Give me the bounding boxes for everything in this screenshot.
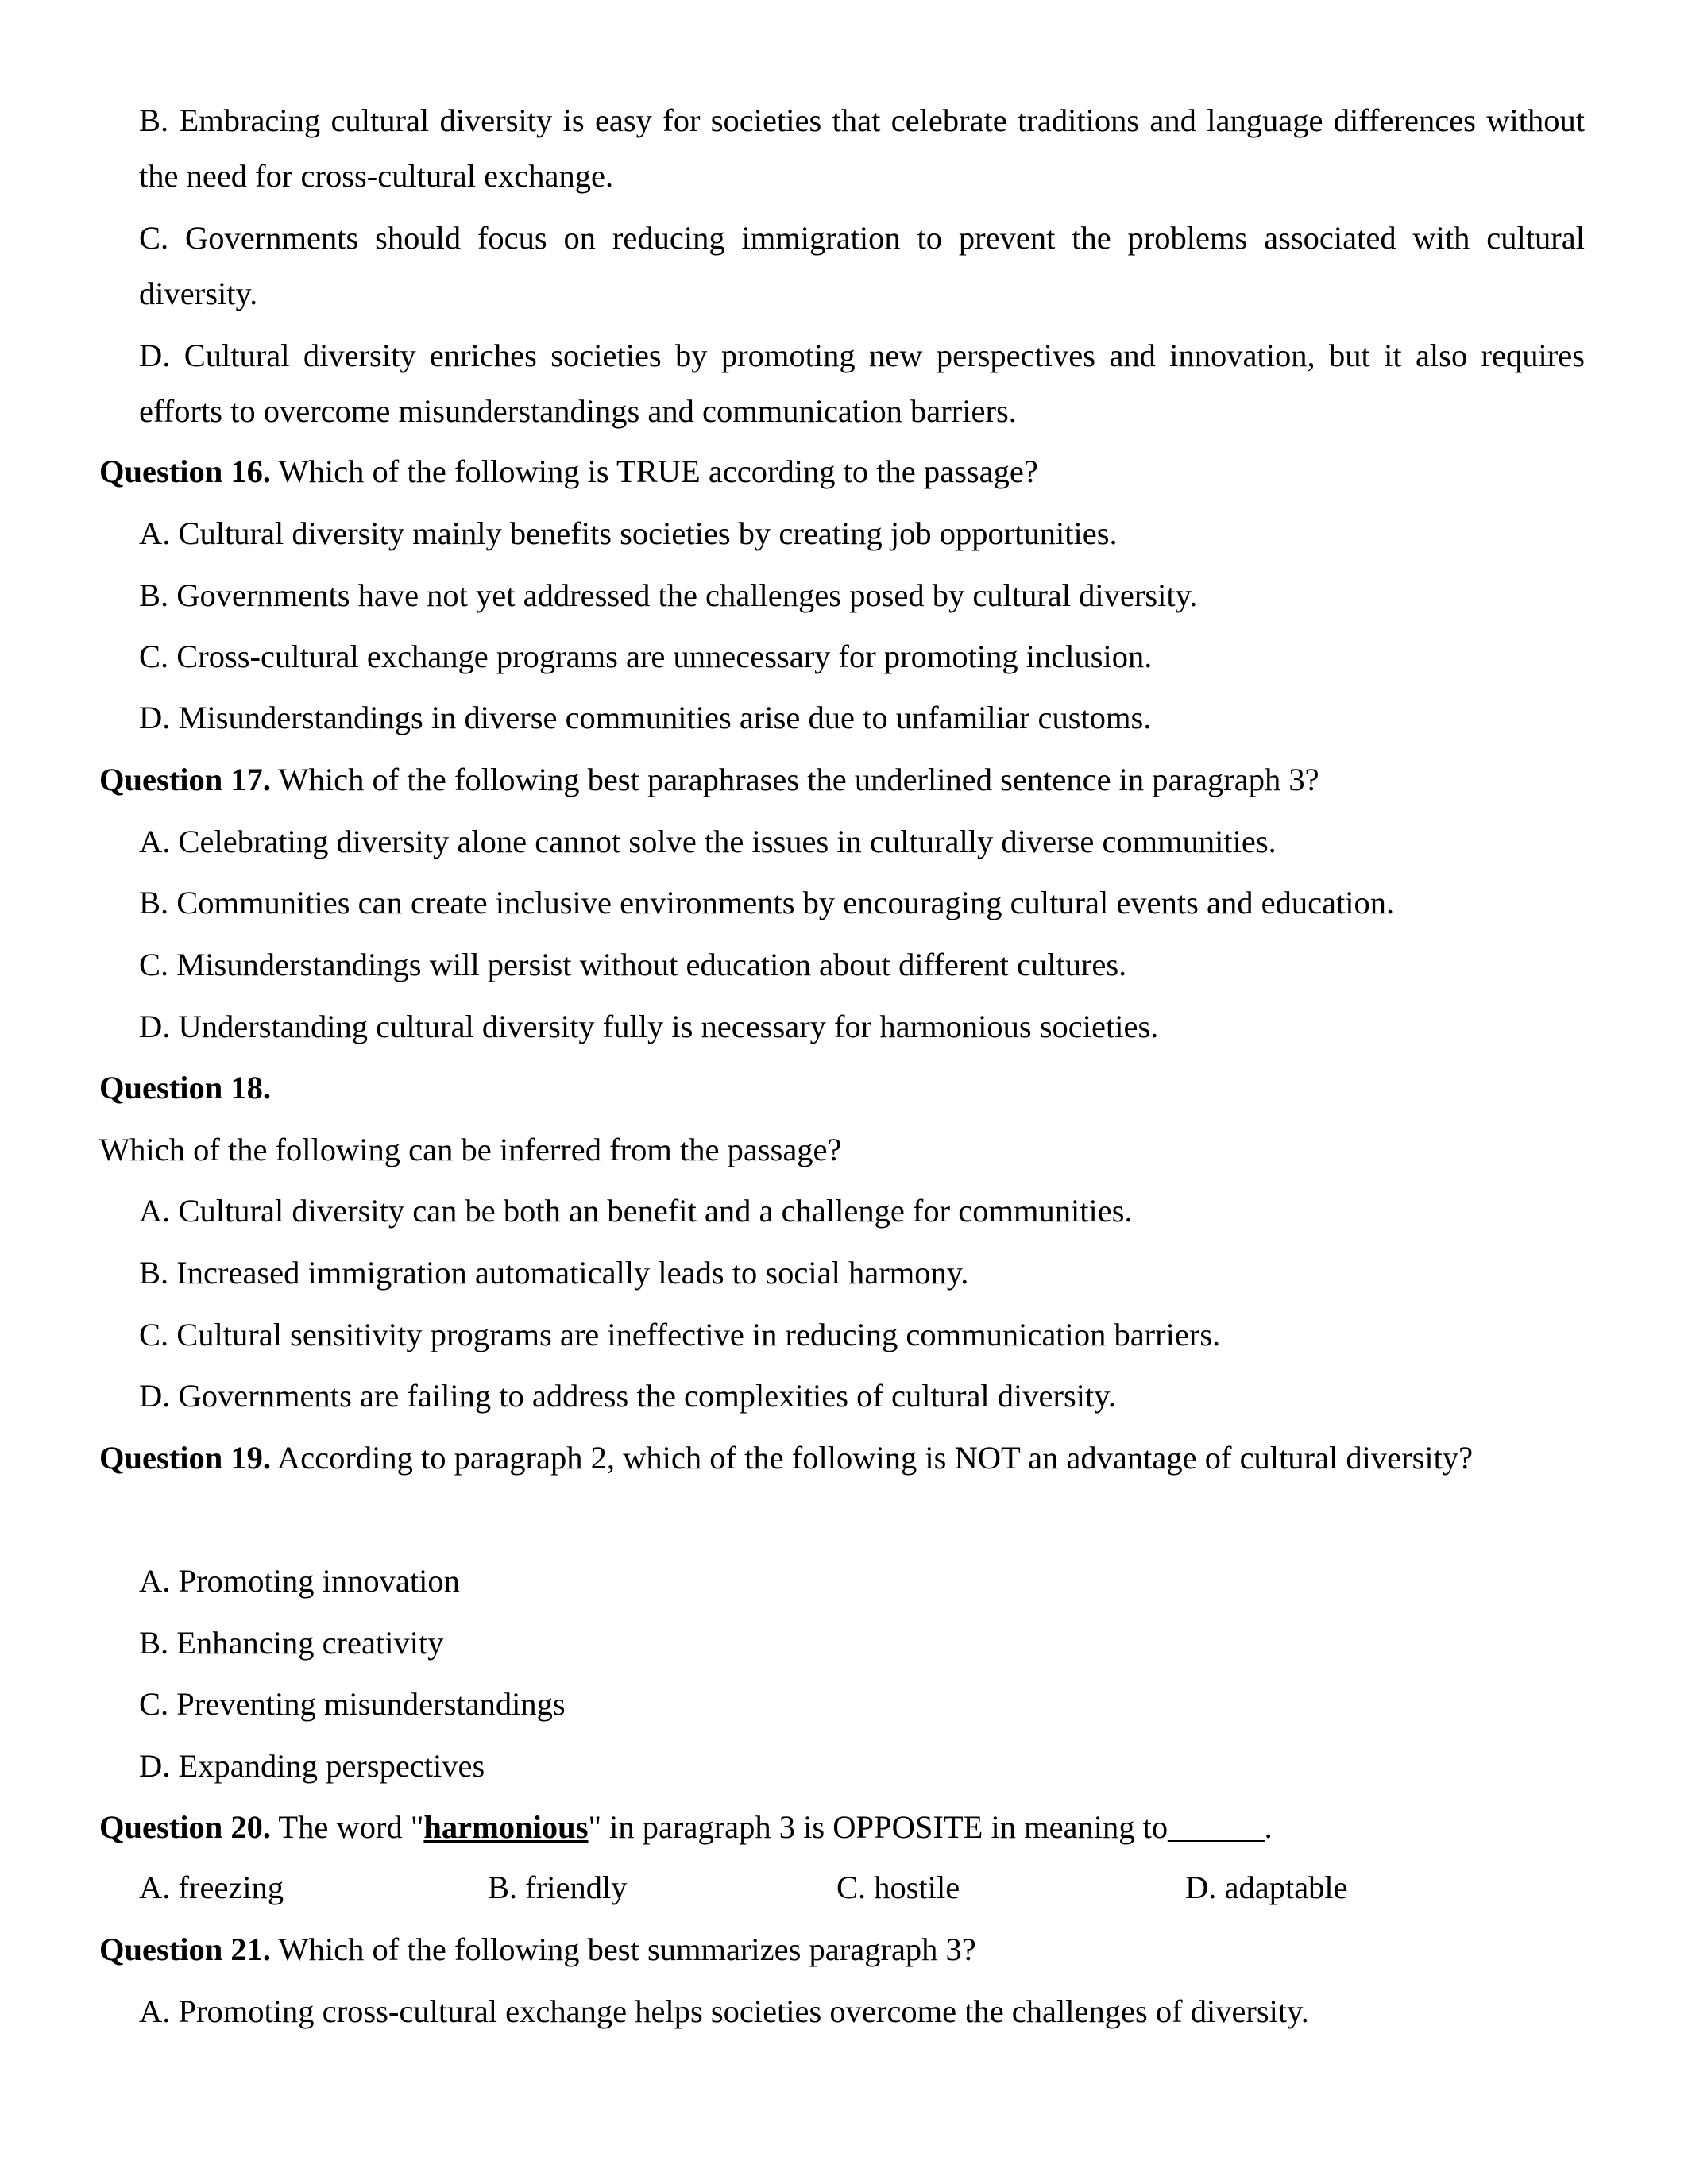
question-20: Question 20. The word "harmonious" in paragraph 3 is OPPOSITE in meaning to______. [99, 1809, 1273, 1845]
question-16-option-c: C. Cross-cultural exchange programs are unnecessary for promoting inclusion. [139, 639, 1153, 674]
question-18-option-b: B. Increased immigration automatically leads to social harmony. [139, 1255, 969, 1291]
question-19-stem: According to paragraph 2, which of the following is NOT an advantage of cultural diversity? [271, 1440, 1474, 1476]
question-16-stem: Which of the following is TRUE according to the passage? [271, 453, 1038, 489]
question-17-option-a: A. Celebrating diversity alone cannot solve the issues in culturally diverse communities. [139, 824, 1277, 859]
question-18-stem: Which of the following can be inferred from the passage? [99, 1132, 842, 1167]
question-21-stem: Which of the following best summarizes paragraph 3? [271, 1931, 976, 1967]
question-18-option-c: C. Cultural sensitivity programs are ineffective in reducing communication barriers. [139, 1317, 1221, 1352]
question-18-option-a: A. Cultural diversity can be both an benefit and a challenge for communities. [139, 1193, 1133, 1229]
question-17-option-c: C. Misunderstandings will persist without education about different cultures. [139, 947, 1127, 982]
question-19 [99, 1430, 1585, 1486]
question-21 [99, 1922, 1585, 1978]
question-19-option-b: B. Enhancing creativity [139, 1625, 444, 1661]
question-20-option-b: B. friendly [488, 1870, 628, 1905]
question-20-keyword: harmonious [423, 1809, 589, 1845]
question-18-option-d: D. Governments are failing to address the complexities of cultural diversity. [139, 1378, 1117, 1414]
question-21-option-a: A. Promoting cross-cultural exchange helps societies overcome the challenges of diversity. [139, 1993, 1309, 2029]
question-21-label: Question 21. [99, 1931, 272, 1967]
question-17 [99, 752, 1585, 808]
carryover-option-c: C. Governments should focus on reducing immigration to prevent the problems associated with cultural diversity. [139, 220, 1585, 311]
question-19-option-d: D. Expanding perspectives [139, 1748, 485, 1784]
question-18-label: Question 18. [99, 1070, 272, 1106]
question-16-option-d: D. Misunderstandings in diverse communities arise due to unfamiliar customs. [139, 700, 1152, 735]
question-16-option-b: B. Governments have not yet addressed the challenges posed by cultural diversity. [139, 577, 1198, 613]
question-17-stem: Which of the following best paraphrases the underlined sentence in paragraph 3? [271, 762, 1319, 797]
question-16 [99, 444, 1585, 500]
question-19-label: Question 19. [99, 1440, 272, 1476]
question-16-label: Question 16. [99, 453, 272, 489]
carryover-option-d: D. Cultural diversity enriches societies by promoting new perspectives and innovation, but it also requires efforts to overcome misunderstandings and communication barriers. [139, 338, 1585, 429]
question-17-option-b: B. Communities can create inclusive environments by encouraging cultural events and education. [139, 885, 1395, 920]
question-20-option-d: D. adaptable [1185, 1870, 1348, 1905]
question-19-option-a: A. Promoting innovation [139, 1563, 460, 1599]
question-20-label: Question 20. [99, 1809, 272, 1845]
question-20-option-a: A. freezing [139, 1870, 284, 1905]
question-20-option-c: C. hostile [836, 1870, 960, 1905]
question-17-option-d: D. Understanding cultural diversity fully is necessary for harmonious societies. [139, 1009, 1159, 1044]
question-16-option-a: A. Cultural diversity mainly benefits societies by creating job opportunities. [139, 515, 1118, 551]
question-19-option-c: C. Preventing misunderstandings [139, 1686, 566, 1722]
carryover-option-b: B. Embracing cultural diversity is easy for societies that celebrate traditions and language differences without the need for cross-cultural exchange. [139, 102, 1585, 194]
question-17-label: Question 17. [99, 762, 272, 797]
